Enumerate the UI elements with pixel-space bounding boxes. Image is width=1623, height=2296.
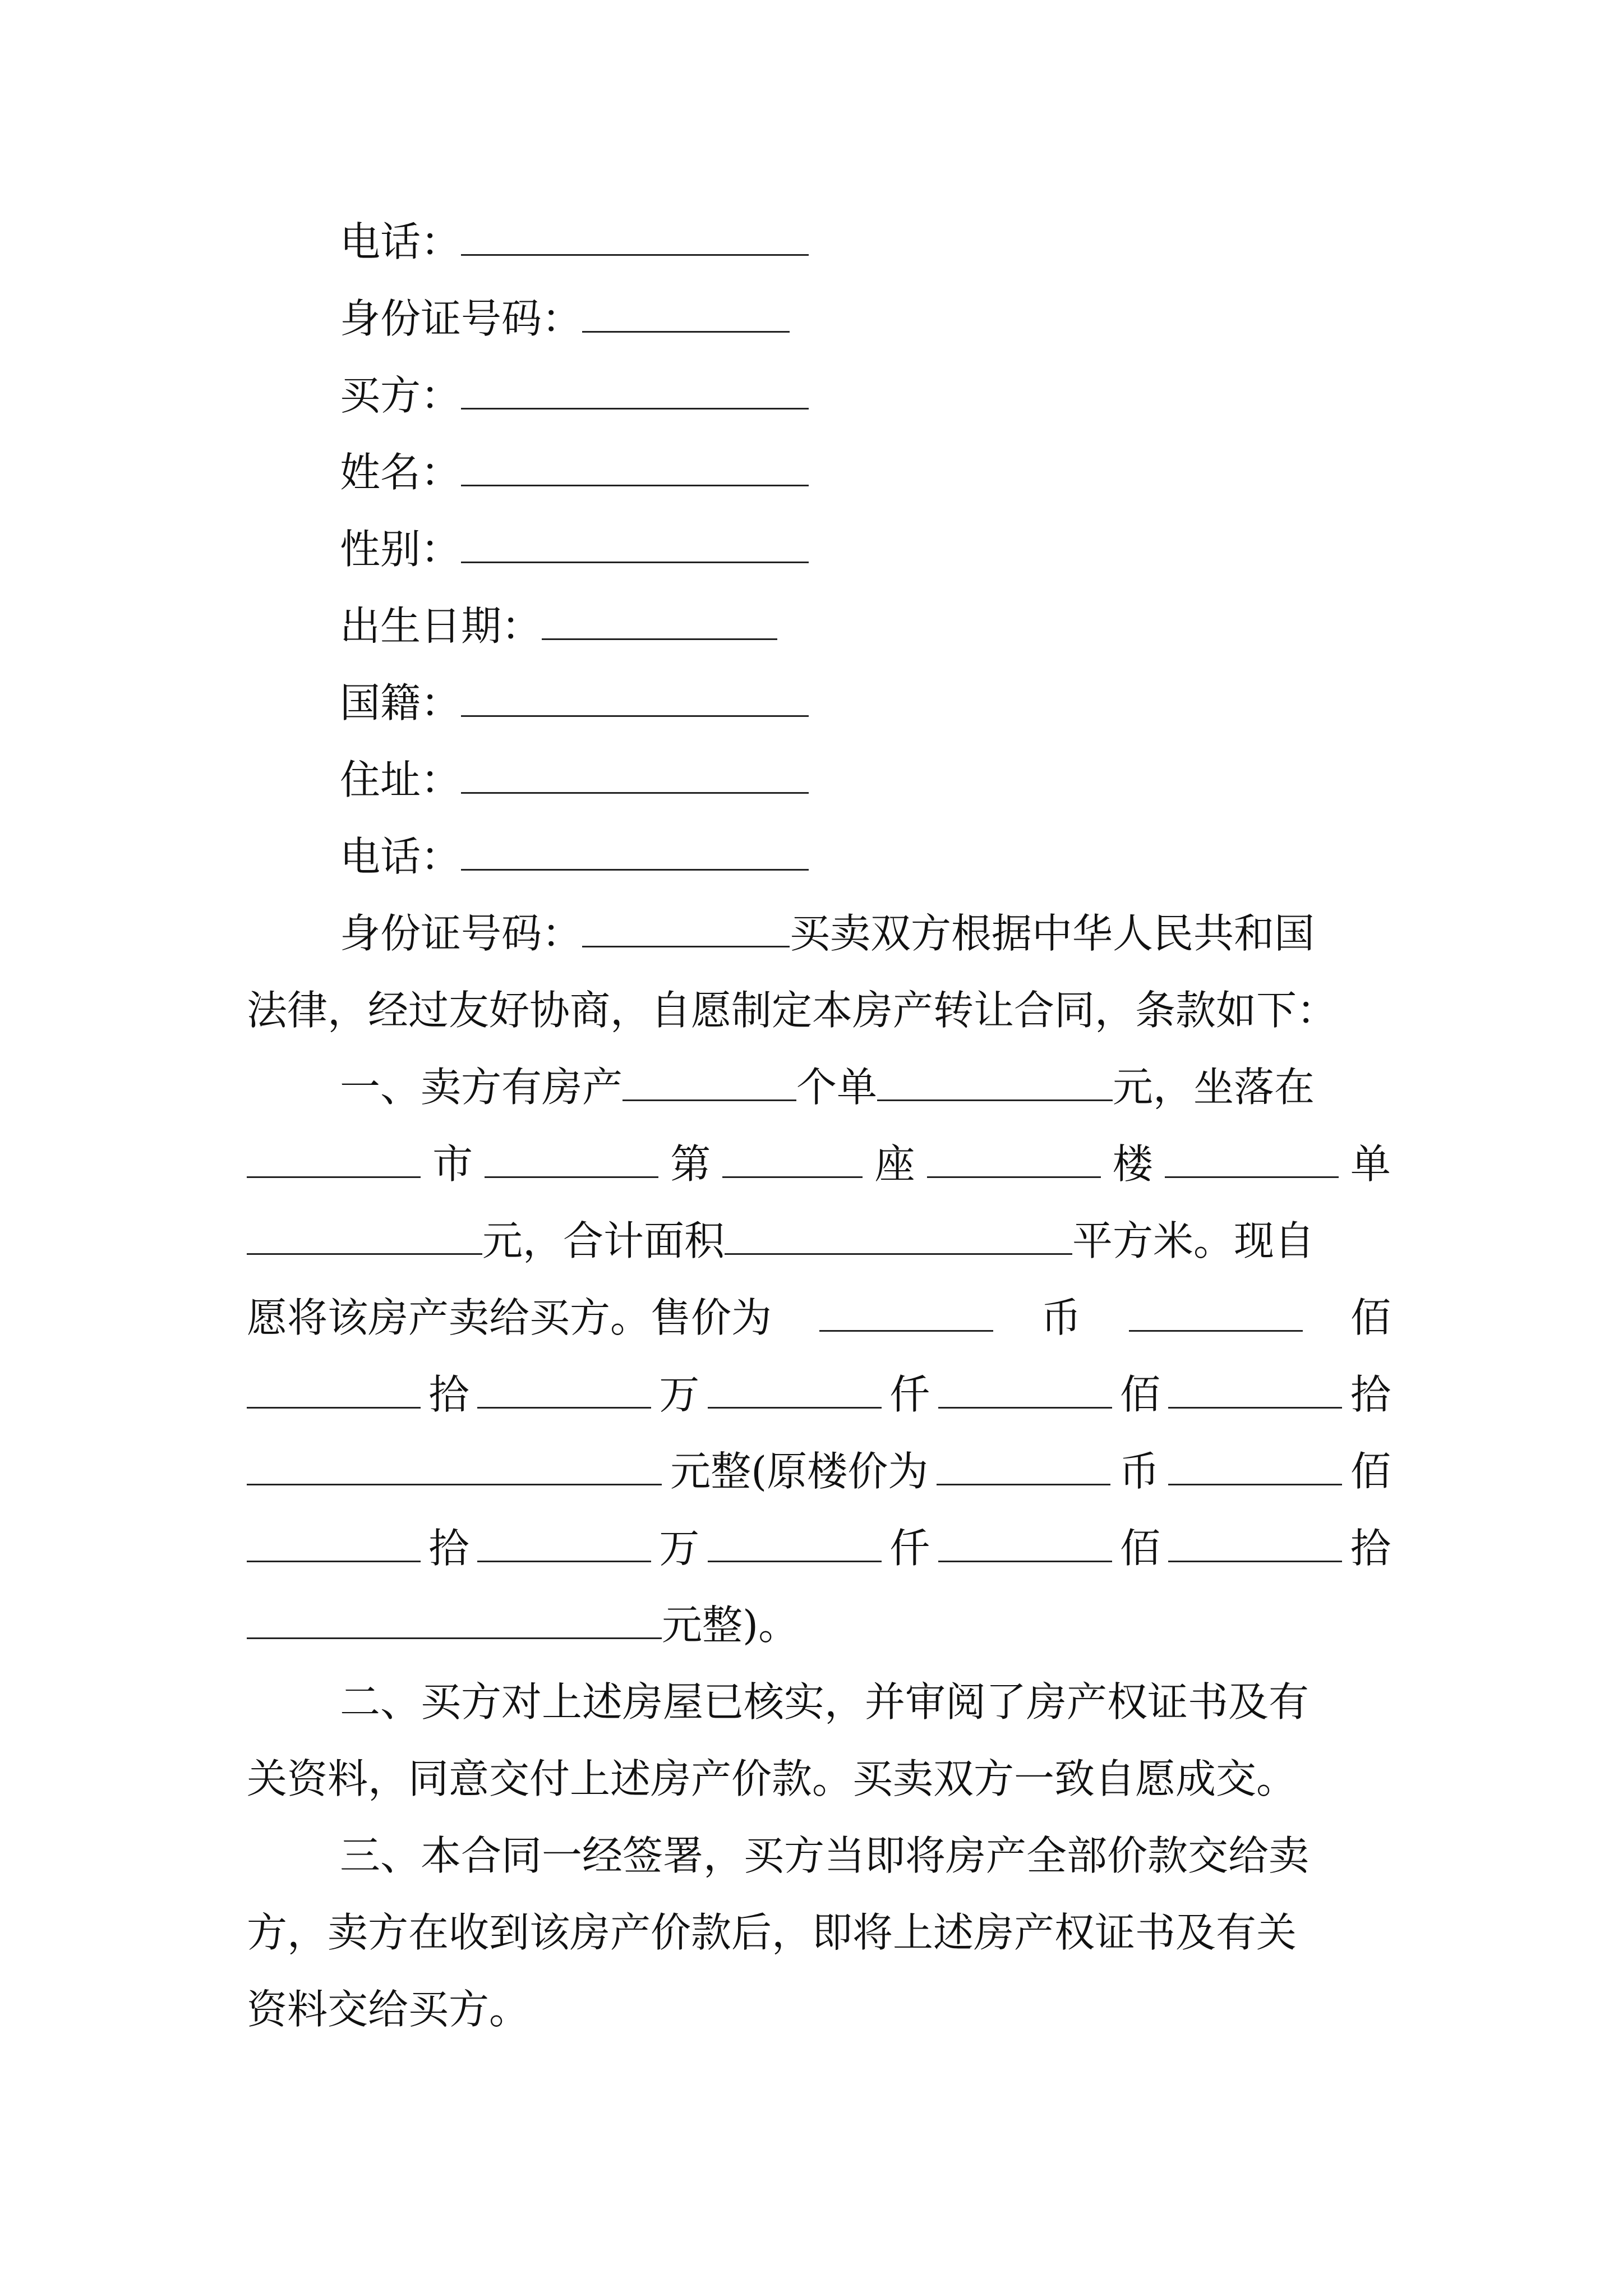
clause1-line-8 (247, 1586, 1391, 1664)
field-label: 买方： (340, 372, 462, 419)
building-blank[interactable] (927, 1142, 1101, 1178)
original-price-blank[interactable] (477, 1526, 651, 1562)
seller-id-blank[interactable] (582, 296, 790, 333)
price-blank[interactable] (247, 1372, 421, 1409)
city-blank[interactable] (247, 1142, 421, 1178)
clause-text: 万 (659, 1371, 700, 1418)
buyer-nationality-row (340, 664, 1484, 742)
clause-text: 单 (1350, 1140, 1391, 1188)
original-price-blank[interactable] (938, 1526, 1112, 1562)
original-price-blank[interactable] (247, 1526, 421, 1562)
buyer-nationality-blank[interactable] (461, 680, 809, 717)
district-blank[interactable] (485, 1142, 658, 1178)
field-label: 身份证号码： (340, 295, 583, 342)
clause1-line-2 (247, 1125, 1391, 1203)
clause-text: 二、买方对上述房屋已核实，并审阅了房产权证书及有 (340, 1678, 1310, 1726)
intro-text: 法律，经过友好协商，自愿制定本房产转让合同，条款如下： (247, 987, 1338, 1034)
floor-blank[interactable] (1165, 1142, 1339, 1178)
buyer-name-blank[interactable] (461, 450, 809, 486)
unit-number-blank[interactable] (247, 1218, 482, 1255)
field-label: 出生日期： (340, 602, 542, 650)
clause-text: 楼 (1112, 1140, 1153, 1188)
clause-text: 第 (670, 1140, 711, 1188)
clause1-line-6 (247, 1433, 1391, 1510)
clause-text: 币 (1119, 1448, 1160, 1495)
clause-text: 佰 (1350, 1294, 1391, 1341)
price-hundred-million-blank[interactable] (1129, 1295, 1303, 1332)
clause-text: 币 (1040, 1294, 1081, 1341)
clause-text: 拾 (428, 1371, 469, 1418)
intro-line-1 (340, 895, 1484, 972)
buyer-gender-row (340, 510, 1484, 588)
clause2-line-1 (340, 1663, 1484, 1741)
clause-text: 仟 (889, 1371, 930, 1418)
buyer-row (340, 357, 1484, 434)
clause3-line-3 (247, 1971, 1391, 2048)
buyer-phone-blank[interactable] (461, 834, 809, 871)
original-price-blank[interactable] (1168, 1449, 1342, 1485)
clause-text: 愿将该房产卖给买方。售价为 (247, 1294, 772, 1341)
buyer-birthdate-blank[interactable] (542, 604, 777, 640)
buyer-name-row (340, 434, 1484, 511)
clause-text: 佰 (1350, 1448, 1391, 1495)
clause-text: 方，卖方在收到该房产价款后，即将上述房产权证书及有关 (247, 1909, 1297, 1956)
field-label: 姓名： (340, 449, 462, 496)
clause-text: 关资料，同意交付上述房产价款。买卖双方一致自愿成交。 (247, 1755, 1297, 1802)
clause-text: 个单 (796, 1064, 878, 1111)
clause1-line-1 (340, 1048, 1484, 1126)
clause-text: 元整)。 (662, 1602, 799, 1649)
original-price-blank[interactable] (708, 1526, 882, 1562)
clause-text: 元整(原楼价为 (670, 1448, 929, 1495)
clause-text: 拾 (428, 1525, 469, 1572)
field-label: 电话： (340, 833, 462, 880)
price-blank[interactable] (708, 1372, 882, 1409)
clause-text: 座 (874, 1140, 915, 1188)
buyer-phone-row (340, 818, 1484, 895)
currency-blank[interactable] (819, 1295, 993, 1332)
buyer-address-row (340, 741, 1484, 818)
clause-text: 资料交给买方。 (247, 1986, 530, 2033)
intro-line-2 (247, 972, 1391, 1049)
buyer-birthdate-row (340, 587, 1484, 665)
area-blank[interactable] (725, 1218, 1072, 1255)
original-price-yuan-blank[interactable] (247, 1603, 662, 1639)
clause-text: 仟 (889, 1525, 930, 1572)
clause-text: 一、卖方有房产 (340, 1064, 623, 1111)
field-label: 电话： (340, 218, 462, 265)
price-blank[interactable] (1168, 1372, 1342, 1409)
price-blank[interactable] (938, 1372, 1112, 1409)
buyer-blank[interactable] (461, 373, 809, 409)
original-currency-blank[interactable] (937, 1449, 1110, 1485)
price-yuan-blank[interactable] (247, 1449, 662, 1485)
clause3-line-1 (340, 1817, 1484, 1894)
clause-text: 佰 (1120, 1525, 1161, 1572)
field-label: 国籍： (340, 679, 462, 726)
buyer-id-blank[interactable] (582, 911, 790, 947)
field-label: 性别： (340, 526, 462, 573)
clause-text: 万 (659, 1525, 700, 1572)
field-label: 身份证号码： (340, 910, 583, 957)
clause-text: 佰 (1120, 1371, 1161, 1418)
clause1-line-7 (247, 1510, 1391, 1587)
seller-phone-row (340, 203, 1484, 280)
clause-text: 平方米。现自 (1072, 1217, 1315, 1264)
buyer-gender-blank[interactable] (461, 527, 809, 563)
clause1-line-4 (247, 1279, 1391, 1356)
block-blank[interactable] (722, 1142, 863, 1178)
clause1-line-5 (247, 1356, 1391, 1433)
clause-text: 元，合计面积 (482, 1217, 725, 1264)
seller-phone-blank[interactable] (461, 219, 809, 256)
clause-text: 拾 (1350, 1371, 1391, 1418)
clause3-line-2 (247, 1894, 1391, 1971)
unit-blank[interactable] (877, 1065, 1113, 1101)
seller-id-row (340, 280, 1484, 357)
clause1-line-3 (247, 1202, 1391, 1280)
buyer-address-blank[interactable] (461, 757, 809, 794)
intro-text: 买卖双方根据中华人民共和国 (790, 910, 1315, 957)
clause-text: 拾 (1350, 1525, 1391, 1572)
property-count-blank[interactable] (623, 1065, 796, 1101)
original-price-blank[interactable] (1168, 1526, 1342, 1562)
clause2-line-2 (247, 1740, 1391, 1818)
field-label: 住址： (340, 756, 462, 803)
clause-text: 三、本合同一经签署，买方当即将房产全部价款交给卖 (340, 1832, 1310, 1879)
price-blank[interactable] (477, 1372, 651, 1409)
clause-text: 元，坐落在 (1113, 1064, 1315, 1111)
clause-text: 市 (432, 1140, 473, 1188)
